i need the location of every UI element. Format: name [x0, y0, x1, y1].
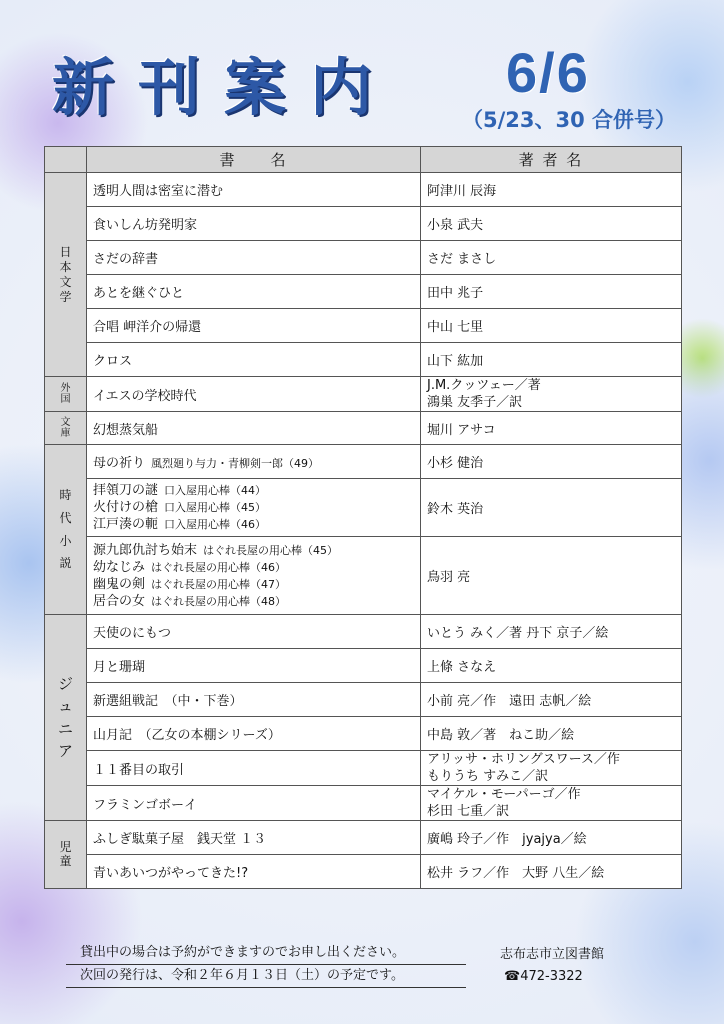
book-title: 天使のにもつ	[87, 615, 421, 649]
footer-notices	[66, 942, 466, 988]
category-label: 文庫	[60, 416, 71, 439]
author-line: もりうち すみこ／訳	[427, 769, 549, 784]
header-author: 著 者 名	[421, 147, 682, 173]
category-label: 日本文学	[59, 244, 72, 304]
title-main: 拝領刀の謎	[93, 483, 159, 498]
book-author: いとう みく／著 丹下 京子／絵	[421, 615, 682, 649]
book-author: 鈴木 英治	[421, 479, 682, 537]
book-title: 山月記 （乙女の本棚シリーズ）	[87, 717, 421, 751]
title-main: 江戸湊の軛	[93, 517, 159, 532]
book-title: 青いあいつがやってきた!?	[87, 855, 421, 889]
title-main: 幼なじみ	[93, 559, 146, 575]
series-name: 口入屋用心棒（46）	[164, 518, 267, 531]
table-row	[45, 649, 682, 683]
category-label: 時代小説	[59, 487, 72, 571]
table-row	[45, 821, 682, 855]
book-title: フラミンゴボーイ	[87, 786, 421, 821]
title-main: 源九郎仇討ち始末	[93, 542, 198, 558]
category-cell	[45, 173, 87, 377]
category-cell	[45, 615, 87, 821]
series-name: はぐれ長屋の用心棒（47）	[151, 577, 287, 591]
table-row	[45, 173, 682, 207]
table-row	[45, 855, 682, 889]
title-line	[93, 542, 414, 559]
table-row	[45, 717, 682, 751]
series-name: はぐれ長屋の用心棒（45）	[203, 543, 339, 557]
book-title: 新選組戦記 （中・下巻）	[87, 683, 421, 717]
book-title: クロス	[87, 343, 421, 377]
book-title	[87, 537, 421, 615]
table-row	[45, 207, 682, 241]
title-line	[93, 576, 414, 593]
title-main: 幽鬼の剣	[93, 576, 146, 592]
book-title: さだの辞書	[87, 241, 421, 275]
table-row	[45, 412, 682, 445]
book-author: 上條 さなえ	[421, 649, 682, 683]
book-title	[87, 479, 421, 537]
table-row	[45, 343, 682, 377]
book-author: さだ まさし	[421, 241, 682, 275]
table-row	[45, 377, 682, 412]
title-line	[93, 482, 414, 499]
category-cell	[45, 377, 87, 412]
series-name: 風烈廻り与力・青柳剣一郎（49）	[151, 457, 320, 470]
title-line	[93, 559, 414, 576]
author-line: アリッサ・ホリングスワース／作	[427, 752, 620, 767]
table-row	[45, 309, 682, 343]
book-title: ふしぎ駄菓子屋 銭天堂 １３	[87, 821, 421, 855]
category-cell	[45, 821, 87, 889]
title-line	[93, 516, 414, 533]
book-author: 松井 ラフ／作 大野 八生／絵	[421, 855, 682, 889]
library-info	[500, 944, 604, 988]
book-title: 合唱 岬洋介の帰還	[87, 309, 421, 343]
book-author: 堀川 アサコ	[421, 412, 682, 445]
book-author: 山下 紘加	[421, 343, 682, 377]
series-name: はぐれ長屋の用心棒（48）	[151, 594, 287, 608]
table-row	[45, 786, 682, 821]
author-line: J.M.クッツェー／著	[427, 378, 541, 393]
book-author: 田中 兆子	[421, 275, 682, 309]
book-author: 中山 七里	[421, 309, 682, 343]
page-title: 新刊案内	[52, 51, 397, 124]
table-row	[45, 479, 682, 537]
header-blank-cell	[45, 147, 87, 173]
author-line: 鴻巣 友季子／訳	[427, 395, 523, 410]
author-line: 杉田 七重／訳	[427, 804, 510, 819]
book-author	[421, 377, 682, 412]
title-line	[93, 499, 414, 516]
book-title: あとを継ぐひと	[87, 275, 421, 309]
category-label: 児童	[59, 839, 72, 868]
title-main: 火付けの槍	[93, 500, 159, 515]
book-title: 幻想蒸気船	[87, 412, 421, 445]
title-main: 居合の女	[93, 593, 146, 609]
category-cell	[45, 445, 87, 615]
table-header-row	[45, 147, 682, 173]
book-author: 阿津川 辰海	[421, 173, 682, 207]
issue-date: 6/6	[506, 41, 590, 104]
book-author	[421, 751, 682, 786]
new-books-table	[44, 146, 682, 889]
author-line: マイケル・モーパーゴ／作	[427, 787, 581, 802]
library-phone: ☎472-3322	[504, 969, 583, 984]
book-title: 月と珊瑚	[87, 649, 421, 683]
issue-subtitle: （5/23、30 合併号）	[462, 108, 677, 132]
title-main: 母の祈り	[93, 456, 146, 471]
table-row	[45, 751, 682, 786]
header-title: 書 名	[87, 147, 421, 173]
book-author: 小前 亮／作 遠田 志帆／絵	[421, 683, 682, 717]
book-author: 中島 敦／著 ねこ助／絵	[421, 717, 682, 751]
next-issue-notice: 次回の発行は、令和２年６月１３日（土）の予定です。	[66, 965, 466, 988]
book-title: イエスの学校時代	[87, 377, 421, 412]
category-cell	[45, 412, 87, 445]
series-name: はぐれ長屋の用心棒（46）	[151, 560, 287, 574]
library-name: 志布志市立図書館	[500, 947, 605, 962]
table-row	[45, 445, 682, 479]
book-title	[87, 445, 421, 479]
series-name: 口入屋用心棒（44）	[164, 484, 267, 497]
title-line	[93, 593, 414, 610]
series-name: 口入屋用心棒（45）	[164, 501, 267, 514]
table-row	[45, 241, 682, 275]
book-author: 小泉 武夫	[421, 207, 682, 241]
book-author: 廣嶋 玲子／作 jyajya／絵	[421, 821, 682, 855]
table-row	[45, 537, 682, 615]
book-author	[421, 786, 682, 821]
table-row	[45, 683, 682, 717]
book-title: 透明人間は密室に潜む	[87, 173, 421, 207]
category-label: ジュニア	[57, 674, 73, 760]
book-author: 小杉 健治	[421, 445, 682, 479]
table-row	[45, 275, 682, 309]
reservation-notice: 貸出中の場合は予約ができますのでお申し出ください。	[66, 942, 466, 965]
book-author: 鳥羽 亮	[421, 537, 682, 615]
book-title: １１番目の取引	[87, 751, 421, 786]
category-label: 外国	[60, 382, 71, 405]
table-row	[45, 615, 682, 649]
book-title: 食いしん坊発明家	[87, 207, 421, 241]
